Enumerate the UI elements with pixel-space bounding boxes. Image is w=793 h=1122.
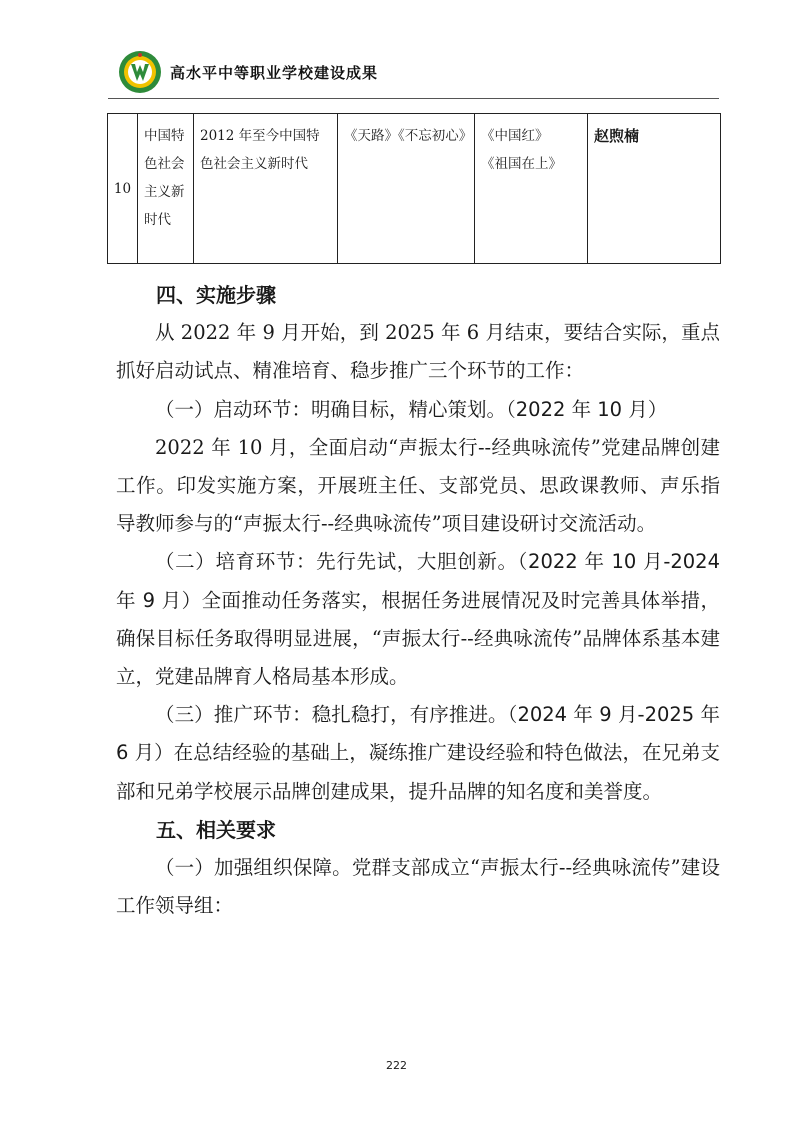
person-name: 赵煦楠 (594, 127, 640, 145)
era-line: 主义新 (144, 184, 185, 200)
step3-title: （三）推广环节：稳扎稳打，有序推进。（2024 年 9 月-2025 年 6 月） (116, 703, 720, 765)
songs-cell (475, 114, 588, 264)
period-cell: 2012 年至今中国特色社会主义新时代 (194, 114, 338, 264)
step2-body: 全面推动任务落实，根据任务进展情况及时完善具体举措，确保目标任务取得明显进展，“声振太行--经典咏流传”品牌体系基本建立，党建品牌育人格局基本形成。 (116, 588, 720, 689)
header-divider (108, 98, 719, 99)
row-number: 10 (108, 114, 138, 264)
section-heading-steps: 四、实施步骤 (156, 283, 276, 307)
works-cell: 《天路》《不忘初心》 (338, 114, 475, 264)
header-title: 高水平中等职业学校建设成果 (170, 63, 379, 82)
era-line: 时代 (144, 212, 171, 228)
req1-paragraph (116, 849, 720, 925)
step3-paragraph (116, 696, 720, 811)
document-body (116, 276, 720, 925)
step3-body: 在总结经验的基础上，凝练推广建设经验和特色做法，在兄弟支部和兄弟学校展示品牌创建成果，提升品牌的知名度和美誉度。 (116, 741, 720, 803)
req1-title: （一）加强组织保障。 (155, 856, 352, 880)
section-heading-requirements: 五、相关要求 (156, 817, 276, 842)
step2-title: （二）培育环节：先行先试，大胆创新。（2022 年 10 月-2024 年 9 月） (116, 550, 720, 612)
page-number: 222 (386, 1059, 407, 1072)
steps-intro: 从 2022 年 9 月开始，到 2025 年 6 月结束，要结合实际，重点抓好启动试点、精准培育、稳步推广三个环节的工作： (116, 321, 720, 383)
step1-title: （一）启动环节：明确目标，精心策划。（2022 年 10 月） (155, 397, 668, 421)
step2-paragraph (116, 543, 720, 696)
page-header (118, 50, 378, 94)
table-row (108, 114, 721, 264)
school-emblem-icon (118, 50, 162, 94)
era-line: 中国特 (144, 128, 185, 144)
era-songs-table (107, 113, 721, 264)
person-cell (588, 114, 721, 264)
req1-body: 党群支部成立“声振太行--经典咏流传”建设工作领导组： (116, 856, 720, 918)
era-cell (138, 114, 194, 264)
step1-body: 2022 年 10 月，全面启动“声振太行--经典咏流传”党建品牌创建工作。印发实施方案，开展班主任、支部党员、思政课教师、声乐指导教师参与的“声振太行--经典咏流传”项目建设研讨交流活动。 (116, 435, 720, 536)
song-title: 《祖国在上》 (481, 156, 562, 172)
song-title: 《中国红》 (481, 128, 549, 144)
era-line: 色社会 (144, 156, 185, 172)
